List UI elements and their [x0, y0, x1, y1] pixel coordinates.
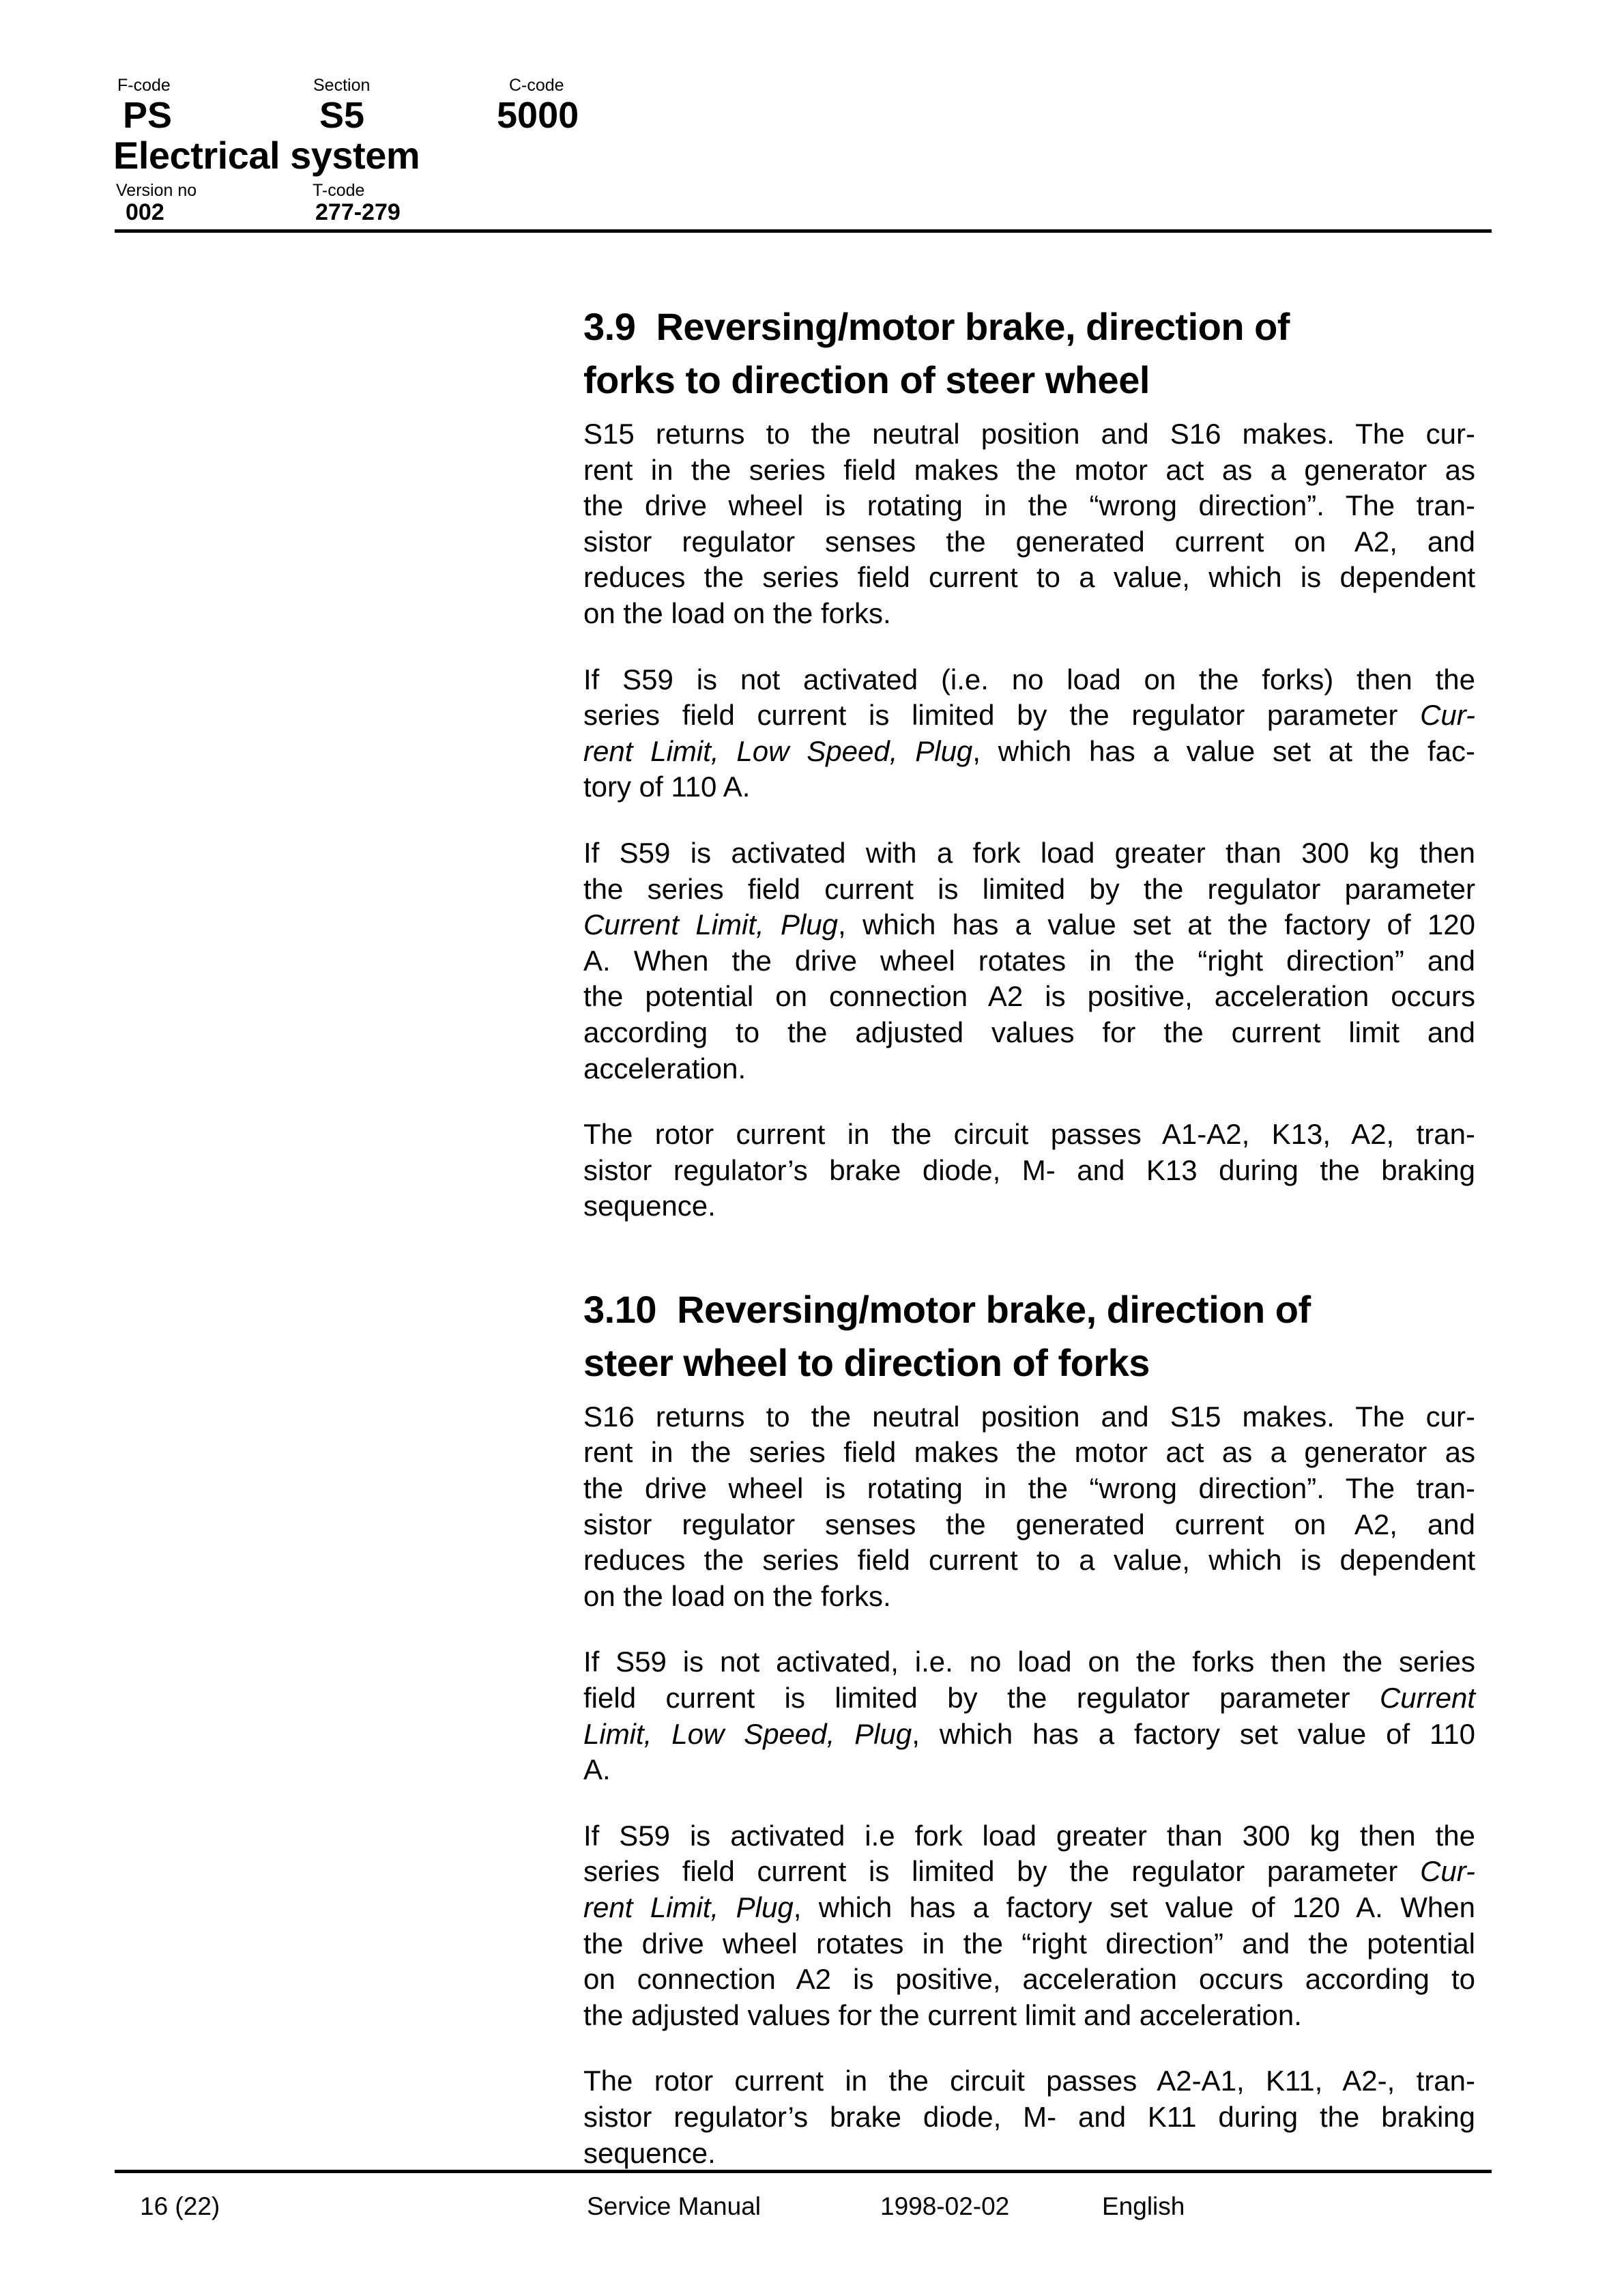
text-line [583, 907, 1475, 943]
t-code-value: 277-279 [315, 199, 401, 225]
section-heading-3.9 [583, 300, 1475, 407]
text-run: sequence. [583, 2136, 716, 2169]
f-code-value: PS [123, 95, 173, 136]
text-line [583, 1752, 1475, 1788]
footer-doc-title: Service Manual [587, 2192, 762, 2220]
text-line [583, 2099, 1475, 2136]
text-line [583, 1890, 1475, 1926]
document-title: Electrical system [113, 134, 420, 177]
text-run: , which has a factory set value of 120 A. When [793, 1891, 1475, 1923]
text-line [583, 1435, 1475, 1471]
text-line [583, 1644, 1475, 1680]
italic-text-run: Current Limit, Plug [583, 908, 839, 941]
text-line [583, 1399, 1475, 1435]
text-line [583, 662, 1475, 698]
paragraph [583, 835, 1475, 1087]
text-run: reduces the series field current to a value, which is dependent [583, 1544, 1475, 1577]
text-line [583, 488, 1475, 524]
footer-page-number: 16 (22) [140, 2192, 220, 2220]
text-line [583, 769, 1475, 805]
paragraph [583, 2063, 1475, 2171]
text-line [583, 2136, 1475, 2172]
text-run: reduces the series field current to a value, which is dependent [583, 561, 1475, 594]
section-heading-line: forks to direction of steer wheel [583, 358, 1150, 401]
text-run: , which has a value set at the factory of 120 [838, 908, 1475, 941]
text-run: series field current is limited by the regulator parameter [583, 1855, 1421, 1888]
text-line [583, 1188, 1475, 1224]
header-rule [115, 229, 1492, 233]
text-line [583, 416, 1475, 453]
text-line [583, 979, 1475, 1015]
section-heading-3.10 [583, 1283, 1475, 1390]
footer-rule [115, 2170, 1492, 2173]
text-run: acceleration. [583, 1052, 746, 1085]
text-line [583, 943, 1475, 979]
text-run: rent in the series field makes the motor act as a generator as [583, 1436, 1475, 1469]
text-line [583, 524, 1475, 560]
text-line [583, 1542, 1475, 1579]
text-run: A. When the drive wheel rotates in the “right direction” and [583, 944, 1475, 977]
paragraph [583, 1117, 1475, 1224]
italic-text-run: rent Limit, Low Speed, Plug [583, 734, 973, 767]
paragraph [583, 1399, 1475, 1615]
text-run: sequence. [583, 1190, 716, 1222]
text-run: the drive wheel is rotating in the “wrong direction”. The tran- [583, 1472, 1475, 1505]
section-heading-line: 3.10 Reversing/motor brake, direction of [583, 1287, 1311, 1331]
text-line [583, 1015, 1475, 1051]
text-run: on the load on the forks. [583, 1579, 891, 1612]
text-line [583, 1507, 1475, 1543]
text-run: , which has a factory set value of 110 [912, 1717, 1476, 1750]
c-code-label: C-code [509, 76, 564, 95]
text-run: rent in the series field makes the motor act as a generator as [583, 453, 1475, 486]
section-heading-line: steer wheel to direction of forks [583, 1340, 1150, 1384]
text-run: The rotor current in the circuit passes A1-A2, K13, A2, tran- [583, 1118, 1475, 1151]
text-line [583, 698, 1475, 734]
section-label: Section [313, 76, 371, 95]
text-run: S16 returns to the neutral position and S15 makes. The cur- [583, 1400, 1475, 1433]
text-line [583, 1717, 1475, 1753]
text-line [583, 1579, 1475, 1615]
text-run: sistor regulator’s brake diode, M- and K13 during the braking [583, 1153, 1475, 1186]
section-heading-line: 3.9 Reversing/motor brake, direction of [583, 305, 1290, 348]
text-line [583, 1117, 1475, 1153]
text-run: sistor regulator’s brake diode, M- and K11 during the braking [583, 2100, 1475, 2133]
body-column [583, 300, 1475, 2201]
text-line [583, 453, 1475, 489]
text-run: the drive wheel rotates in the “right direction” and the potential [583, 1927, 1475, 1960]
t-code-label: T-code [313, 181, 365, 200]
italic-text-run: rent Limit, Plug [583, 1891, 794, 1923]
text-run: If S59 is activated with a fork load greater than 300 kg then [583, 836, 1475, 869]
text-line [583, 835, 1475, 872]
text-run: on connection A2 is positive, acceleration occurs according to [583, 1963, 1475, 1996]
text-line [583, 1998, 1475, 2034]
text-run: on the load on the forks. [583, 597, 891, 629]
text-line [583, 1471, 1475, 1507]
italic-text-run: Cur- [1420, 1855, 1475, 1888]
f-code-label: F-code [117, 76, 171, 95]
text-run: If S59 is not activated, i.e. no load on the forks then the series [583, 1646, 1475, 1678]
text-run: the potential on connection A2 is positive, acceleration occurs [583, 980, 1475, 1013]
text-run: sistor regulator senses the generated current on A2, and [583, 525, 1475, 558]
text-run: the series field current is limited by the regulator parameter [583, 872, 1475, 905]
paragraph [583, 662, 1475, 805]
text-line [583, 734, 1475, 770]
italic-text-run: Limit, Low Speed, Plug [583, 1717, 912, 1750]
text-run: series field current is limited by the regulator parameter [583, 699, 1421, 732]
text-run: field current is limited by the regulator parameter [583, 1682, 1380, 1714]
text-run: , which has a value set at the fac- [972, 734, 1475, 767]
c-code-value: 5000 [497, 95, 579, 136]
text-line [583, 560, 1475, 596]
text-line [583, 1854, 1475, 1890]
version-no-label: Version no [116, 181, 197, 200]
paragraph [583, 1644, 1475, 1788]
text-line [583, 1051, 1475, 1087]
paragraph [583, 416, 1475, 632]
text-run: S15 returns to the neutral position and S16 makes. The cur- [583, 418, 1475, 450]
text-run: the drive wheel is rotating in the “wrong direction”. The tran- [583, 489, 1475, 522]
footer-language: English [1102, 2192, 1185, 2220]
italic-text-run: Cur- [1420, 699, 1475, 732]
text-line [583, 2063, 1475, 2099]
text-run: the adjusted values for the current limit and acceleration. [583, 1998, 1302, 2031]
text-run: tory of 110 A. [583, 771, 751, 803]
text-line [583, 596, 1475, 632]
text-run: If S59 is activated i.e fork load greater than 300 kg then the [583, 1819, 1475, 1852]
italic-text-run: Current [1379, 1682, 1475, 1714]
text-line [583, 872, 1475, 908]
section-value: S5 [319, 95, 365, 136]
footer-date: 1998-02-02 [880, 2192, 1010, 2220]
text-run: If S59 is not activated (i.e. no load on the forks) then the [583, 663, 1475, 695]
text-run: according to the adjusted values for the current limit and [583, 1016, 1475, 1048]
text-run: sistor regulator senses the generated current on A2, and [583, 1508, 1475, 1540]
text-line [583, 1926, 1475, 1962]
text-line [583, 1680, 1475, 1717]
paragraph [583, 1818, 1475, 2034]
text-line [583, 1818, 1475, 1854]
text-run: The rotor current in the circuit passes A2-A1, K11, A2-, tran- [583, 2065, 1475, 2097]
text-line [583, 1962, 1475, 1998]
text-line [583, 1153, 1475, 1189]
text-run: A. [583, 1753, 611, 1786]
version-no-value: 002 [126, 199, 164, 225]
